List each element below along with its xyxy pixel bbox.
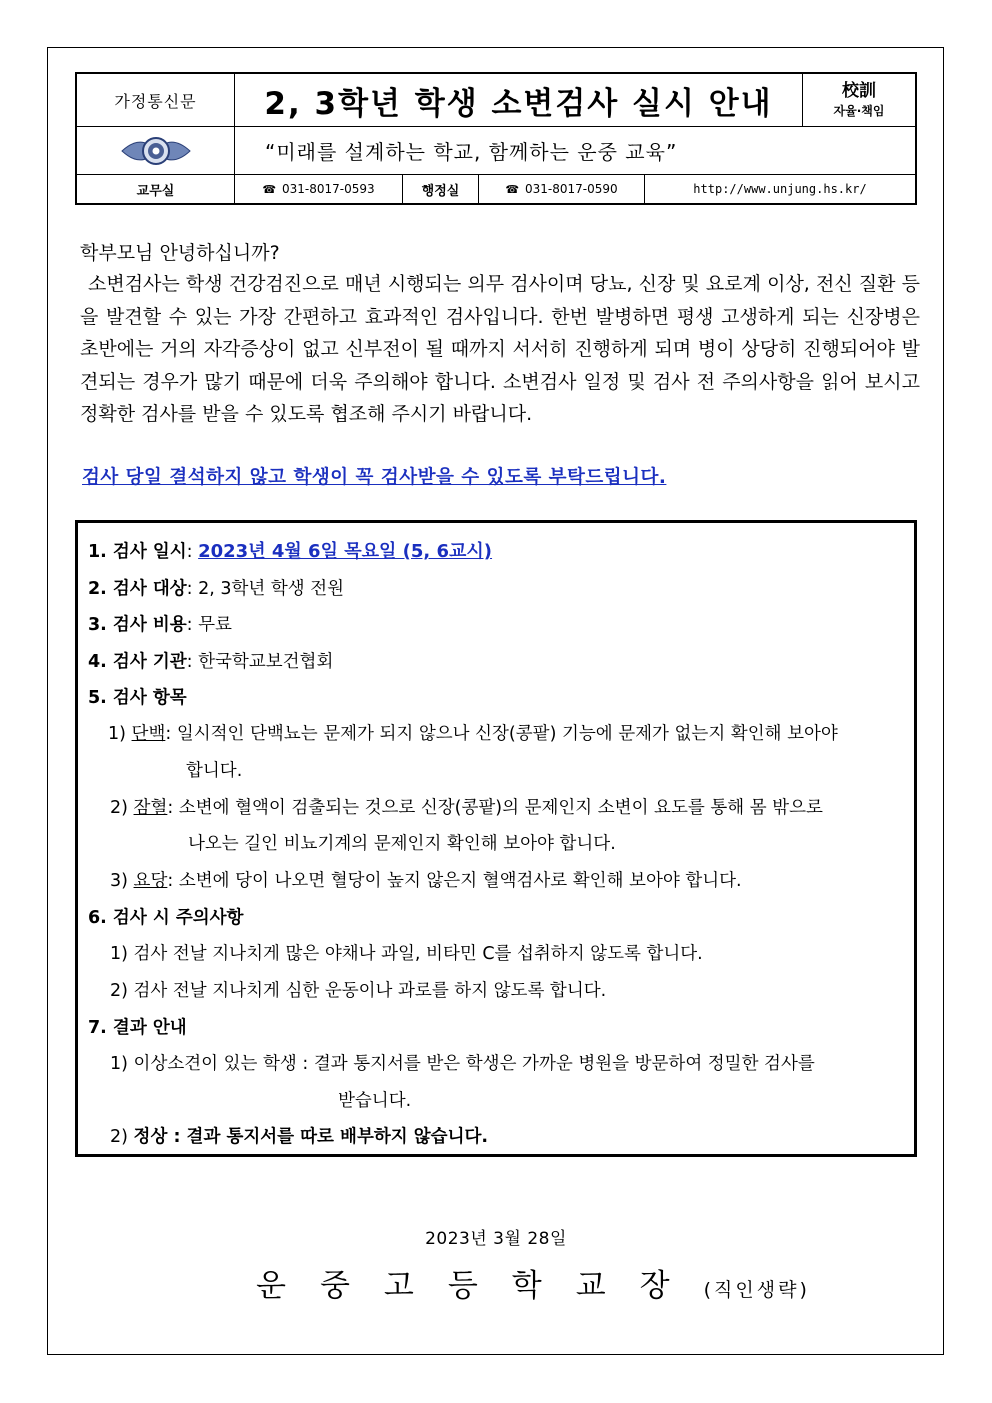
signature — [256, 1260, 810, 1305]
item-protein: 단백 — [131, 724, 166, 744]
telephone-icon: ☎ — [262, 182, 277, 196]
list-item: 1) 검사 전날 지나치게 많은 야채나 과일, 비타민 C를 섭취하지 않도록 합니다. — [110, 944, 703, 964]
list-item: 2) 잠혈: 소변에 혈액이 검출되는 것으로 신장(콩팥)의 문제인지 소변이 요도를 통해 몸 밖으로 — [110, 798, 823, 818]
list-item: 2) 검사 전날 지나치게 심한 운동이나 과로를 하지 않도록 합니다. — [110, 981, 607, 1001]
list-item: 1) 단백: 일시적인 단백뇨는 문제가 되지 않으나 신장(콩팥) 기능에 문제가 없는지 확인해 보아야 — [108, 724, 838, 744]
list-item-continued: 나오는 길인 비뇨기계의 문제인지 확인해 보아야 합니다. — [188, 834, 616, 854]
admin-label: 행정실 — [403, 175, 479, 203]
school-slogan: “미래를 설계하는 학교, 함께하는 운중 교육” — [265, 140, 678, 164]
exam-date-label: 1. 검사 일시 — [88, 542, 187, 562]
telephone-icon: ☎ — [505, 182, 520, 196]
letterhead — [75, 72, 917, 205]
motto-text: 자율·책임 — [833, 104, 885, 118]
caution-label: 6. 검사 시 주의사항 — [88, 908, 244, 928]
intro-paragraph: 소변검사는 학생 건강검진으로 매년 시행되는 의무 검사이며 당뇨, 신장 및 요로계 이상, 전신 질환 등을 발견할 수 있는 가장 간편하고 효과적인 검사입니다. 한번 발병하면 평생 고생하게 되는 신장병은 초반에는 거의 자각증상이 없고 신부전이 될 때까지 서서히 진행하게 되며 병이 상당히 진행되어야 발견되는 경우가 많기 때문에 더욱 주의해야 합니다. 소변검사 일정 및 검사 전 주의사항을 읽어 보시고 정확한 검사를 받을 수 있도록 협조해 주시기 바랍니다. — [80, 273, 920, 425]
school-emblem-icon — [77, 127, 235, 174]
list-item: 3) 요당: 소변에 당이 나오면 혈당이 높지 않은지 혈액검사로 확인해 보아야 합니다. — [110, 871, 742, 891]
exam-target-value: 2, 3학년 학생 전원 — [198, 579, 345, 599]
exam-cost-line: 3. 검사 비용: 무료 — [88, 615, 232, 635]
exam-target-label: 2. 검사 대상 — [88, 579, 187, 599]
info-box — [75, 520, 917, 1157]
exam-cost-label: 3. 검사 비용 — [88, 615, 187, 635]
exam-target-line: 2. 검사 대상: 2, 3학년 학생 전원 — [88, 579, 345, 599]
school-url[interactable]: http://www.unjung.hs.kr/ — [693, 182, 867, 196]
exam-date-value: 2023년 4월 6일 목요일 (5, 6교시) — [198, 541, 493, 562]
list-item-continued: 받습니다. — [338, 1091, 412, 1111]
list-item-continued: 합니다. — [186, 761, 243, 781]
list-item: 2) 정상 : 결과 통지서를 따로 배부하지 않습니다. — [110, 1127, 489, 1147]
motto-title: 校訓 — [842, 81, 876, 101]
exam-items-label: 5. 검사 항목 — [88, 688, 187, 708]
list-item: 1) 이상소견이 있는 학생 : 결과 통지서를 받은 학생은 가까운 병원을 방문하여 정밀한 검사를 — [110, 1054, 815, 1074]
issue-date: 2023년 3월 28일 — [425, 1229, 567, 1249]
page-title: 2, 3학년 학생 소변검사 실시 안내 — [235, 74, 803, 126]
item-glucose: 요당 — [133, 871, 168, 891]
office-label: 교무실 — [77, 175, 235, 203]
admin-phone — [479, 175, 645, 203]
item-occult-blood: 잠혈 — [133, 798, 168, 818]
exam-date-line: 1. 검사 일시: 2023년 4월 6일 목요일 (5, 6교시) — [88, 541, 493, 562]
exam-cost-value: 무료 — [198, 615, 232, 635]
school-motto — [803, 74, 915, 126]
exam-org-line: 4. 검사 기관: 한국학교보건협회 — [88, 652, 334, 672]
exam-org-label: 4. 검사 기관 — [88, 652, 187, 672]
exam-org-value: 한국학교보건협회 — [198, 652, 334, 672]
greeting: 학부모님 안녕하십니까? — [80, 242, 280, 264]
seal-note: (직인생략) — [703, 1279, 810, 1301]
office-phone-number: 031-8017-0593 — [282, 182, 375, 196]
office-phone — [235, 175, 403, 203]
result-label: 7. 결과 안내 — [88, 1018, 187, 1038]
admin-phone-number: 031-8017-0590 — [525, 182, 618, 196]
school-principal: 운중고등학교장 — [256, 1268, 704, 1304]
request-notice: 검사 당일 결석하지 않고 학생이 꼭 검사받을 수 있도록 부탁드립니다. — [82, 467, 667, 488]
doc-type: 가정통신문 — [77, 74, 235, 126]
